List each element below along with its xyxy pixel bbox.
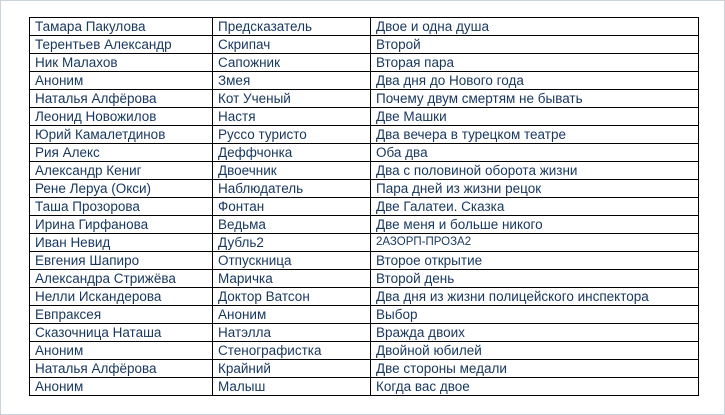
title-cell: Когда вас двое xyxy=(371,378,699,396)
nickname-cell: Отпускница xyxy=(213,252,371,270)
table-row xyxy=(30,126,699,144)
nickname-cell: Сапожник xyxy=(213,54,371,72)
table-row xyxy=(30,108,699,126)
title-cell: Оба два xyxy=(371,144,699,162)
title-cell: Два вечера в турецком театре xyxy=(371,126,699,144)
nickname-cell: Змея xyxy=(213,72,371,90)
nickname-cell: Фонтан xyxy=(213,198,371,216)
table-row xyxy=(30,234,699,252)
author-cell: Евпраксея xyxy=(30,306,213,324)
author-cell: Евгения Шапиро xyxy=(30,252,213,270)
title-cell: Вражда двоих xyxy=(371,324,699,342)
nickname-cell: Ведьма xyxy=(213,216,371,234)
nickname-cell: Кот Ученый xyxy=(213,90,371,108)
author-cell: Сказочница Наташа xyxy=(30,324,213,342)
nickname-cell: Руссо туристо xyxy=(213,126,371,144)
table-row xyxy=(30,162,699,180)
table-row xyxy=(30,90,699,108)
table-row xyxy=(30,288,699,306)
title-cell: Второй xyxy=(371,36,699,54)
nickname-cell: Доктор Ватсон xyxy=(213,288,371,306)
table-row xyxy=(30,180,699,198)
nickname-cell: Маричка xyxy=(213,270,371,288)
title-cell: Две Машки xyxy=(371,108,699,126)
nickname-cell: Деффчонка xyxy=(213,144,371,162)
table-row xyxy=(30,72,699,90)
table-row xyxy=(30,144,699,162)
table-row xyxy=(30,36,699,54)
title-cell: Выбор xyxy=(371,306,699,324)
author-cell: Аноним xyxy=(30,72,213,90)
author-cell: Наталья Алфёрова xyxy=(30,90,213,108)
table-row xyxy=(30,270,699,288)
authors-table xyxy=(29,17,699,396)
author-cell: Аноним xyxy=(30,342,213,360)
nickname-cell: Дубль2 xyxy=(213,234,371,252)
table-row xyxy=(30,306,699,324)
title-cell: Пара дней из жизни рецок xyxy=(371,180,699,198)
title-cell: Почему двум смертям не бывать xyxy=(371,90,699,108)
title-cell: Две Галатеи. Сказка xyxy=(371,198,699,216)
nickname-cell: Настя xyxy=(213,108,371,126)
table-row xyxy=(30,324,699,342)
author-cell: Александр Кениг xyxy=(30,162,213,180)
title-cell: Два с половиной оборота жизни xyxy=(371,162,699,180)
table-row xyxy=(30,378,699,396)
table-row xyxy=(30,198,699,216)
author-cell: Ирина Гирфанова xyxy=(30,216,213,234)
nickname-cell: Наблюдатель xyxy=(213,180,371,198)
table-body xyxy=(30,18,699,396)
title-cell: Двое и одна душа xyxy=(371,18,699,36)
nickname-cell: Аноним xyxy=(213,306,371,324)
author-cell: Александра Стрижёва xyxy=(30,270,213,288)
title-cell: Два дня из жизни полицейского инспектора xyxy=(371,288,699,306)
nickname-cell: Стенографистка xyxy=(213,342,371,360)
title-cell: Второе открытие xyxy=(371,252,699,270)
table-row xyxy=(30,54,699,72)
author-cell: Аноним xyxy=(30,378,213,396)
title-cell: Второй день xyxy=(371,270,699,288)
author-cell: Рене Леруа (Окси) xyxy=(30,180,213,198)
table-row xyxy=(30,252,699,270)
title-cell: 2АЗОРП-ПРОЗА2 xyxy=(371,234,699,252)
author-cell: Ник Малахов xyxy=(30,54,213,72)
title-cell: Две стороны медали xyxy=(371,360,699,378)
author-cell: Таша Прозорова xyxy=(30,198,213,216)
title-cell: Две меня и больше никого xyxy=(371,216,699,234)
table-row xyxy=(30,216,699,234)
author-cell: Иван Невид xyxy=(30,234,213,252)
nickname-cell: Скрипач xyxy=(213,36,371,54)
table-row xyxy=(30,360,699,378)
table-row xyxy=(30,342,699,360)
author-cell: Тамара Пакулова xyxy=(30,18,213,36)
author-cell: Леонид Новожилов xyxy=(30,108,213,126)
nickname-cell: Натэлла xyxy=(213,324,371,342)
nickname-cell: Малыш xyxy=(213,378,371,396)
author-cell: Рия Алекс xyxy=(30,144,213,162)
author-cell: Нелли Искандерова xyxy=(30,288,213,306)
nickname-cell: Двоечник xyxy=(213,162,371,180)
title-cell: Двойной юбилей xyxy=(371,342,699,360)
author-cell: Юрий Камалетдинов xyxy=(30,126,213,144)
title-cell: Два дня до Нового года xyxy=(371,72,699,90)
title-cell: Вторая пара xyxy=(371,54,699,72)
nickname-cell: Крайний xyxy=(213,360,371,378)
author-cell: Терентьев Александр xyxy=(30,36,213,54)
table-row xyxy=(30,18,699,36)
author-cell: Наталья Алфёрова xyxy=(30,360,213,378)
nickname-cell: Предсказатель xyxy=(213,18,371,36)
